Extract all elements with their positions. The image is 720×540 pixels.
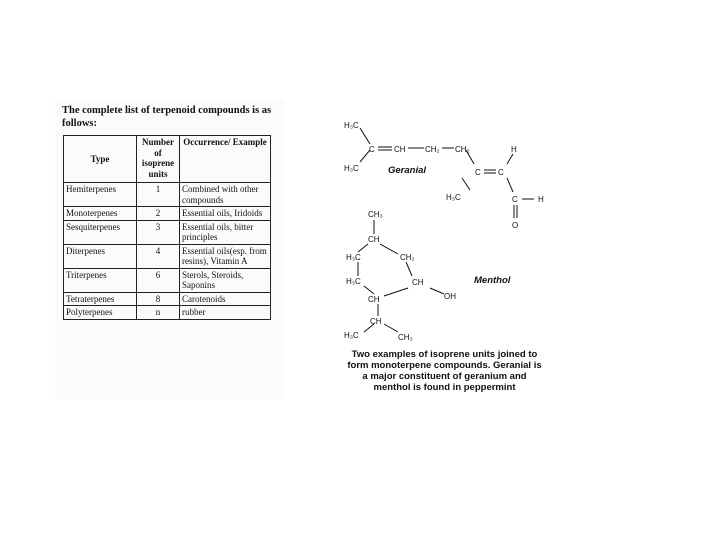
menthol-label: CH₃ xyxy=(398,333,413,342)
geranial-label: H₃C xyxy=(446,193,461,202)
menthol-label: H₃C xyxy=(344,331,359,340)
row-example-cell: Carotenoids xyxy=(180,292,271,306)
caption-line: menthol is found in peppermint xyxy=(373,382,516,393)
row-example-cell: Essential oils, bitter principles xyxy=(180,220,271,244)
row-example-cell: Combined with other compounds xyxy=(180,183,271,207)
bond xyxy=(430,288,444,294)
menthol-label: OH xyxy=(444,292,456,301)
geranial-label: CH xyxy=(394,145,406,154)
row-units-cell: 2 xyxy=(137,207,180,221)
menthol-label: CH xyxy=(368,295,380,304)
geranial-label: C xyxy=(369,145,375,154)
geranial-label: H xyxy=(511,145,517,154)
menthol-label: CH₃ xyxy=(368,210,383,219)
intro-line-2: follows: xyxy=(62,118,97,129)
geranial-label: CH₂ xyxy=(455,145,470,154)
row-type-cell: Hemiterpenes xyxy=(64,183,137,207)
header-example: Occurrence/ Example xyxy=(180,136,271,183)
row-example-cell: Sterols, Steroids, Saponins xyxy=(180,268,271,292)
menthol-label: CH₂ xyxy=(400,253,415,262)
header-units: Number of isoprene units xyxy=(137,136,180,183)
bond xyxy=(384,324,398,332)
geranial-label: O xyxy=(512,221,519,230)
geranial-label: C xyxy=(475,168,481,177)
geranial-label: CH₂ xyxy=(425,145,440,154)
geranial-label: H₃C xyxy=(344,164,359,173)
caption-line: a major constituent of geranium and xyxy=(362,371,527,382)
menthol-name: Menthol xyxy=(474,275,511,286)
bond xyxy=(384,288,408,296)
figure-caption xyxy=(342,349,547,393)
row-units-cell: 3 xyxy=(137,220,180,244)
geranial-label: C xyxy=(512,195,518,204)
caption-line: form monoterpene compounds. Geranial is xyxy=(347,360,542,371)
bond xyxy=(507,178,513,192)
menthol-label: H₃C xyxy=(346,277,361,286)
row-units-cell: 4 xyxy=(137,244,180,268)
header-type: Type xyxy=(64,136,137,183)
row-type-cell: Polyterpenes xyxy=(64,306,137,320)
row-type-cell: Tetraterpenes xyxy=(64,292,137,306)
row-units-cell: n xyxy=(137,306,180,320)
row-example-cell: Essential oils, Iridoids xyxy=(180,207,271,221)
intro-line-1: The complete list of terpenoid compounds is as xyxy=(62,105,272,116)
row-type-cell: Sesquiterpenes xyxy=(64,220,137,244)
geranial-label: H₃C xyxy=(344,121,359,130)
row-units-cell: 6 xyxy=(137,268,180,292)
row-type-cell: Diterpenes xyxy=(64,244,137,268)
geranial-label: H xyxy=(538,195,544,204)
bond xyxy=(360,128,370,144)
bond xyxy=(364,286,374,294)
bond xyxy=(507,154,513,164)
bond xyxy=(462,178,470,190)
bond xyxy=(380,244,398,254)
row-units-cell: 8 xyxy=(137,292,180,306)
row-type-cell: Monoterpenes xyxy=(64,207,137,221)
row-type-cell: Triterpenes xyxy=(64,268,137,292)
geranial-name: Geranial xyxy=(388,165,427,176)
bond xyxy=(358,244,368,252)
bond xyxy=(406,262,412,276)
geranial-label: C xyxy=(498,168,504,177)
menthol-label: H₃C xyxy=(346,253,361,262)
caption-line: Two examples of isoprene units joined to xyxy=(351,349,538,360)
geranial-structure xyxy=(360,128,534,218)
menthol-label: CH xyxy=(412,278,424,287)
row-units-cell: 1 xyxy=(137,183,180,207)
row-example-cell: Essential oils(esp. from resins), Vitamin A xyxy=(180,244,271,268)
menthol-label: CH xyxy=(368,235,380,244)
row-example-cell: rubber xyxy=(180,306,271,320)
menthol-label: CH xyxy=(370,317,382,326)
